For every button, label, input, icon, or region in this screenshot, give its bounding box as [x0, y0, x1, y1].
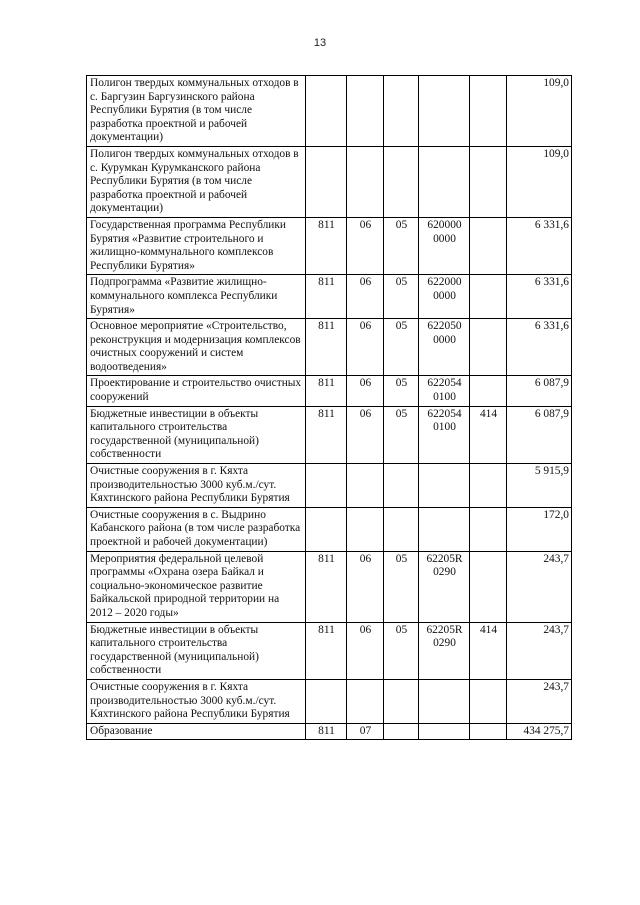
item-name-cell: Образование: [87, 723, 306, 740]
target-article-cell: [419, 464, 470, 508]
table-row: [87, 376, 572, 406]
table-row: [87, 507, 572, 551]
table-row: [87, 406, 572, 463]
department-code-cell: 811: [306, 319, 347, 376]
section-code-cell: 06: [347, 275, 384, 319]
subsection-code-cell: [384, 723, 419, 740]
item-name-cell: Очистные сооружения в г. Кяхта производительностью 3000 куб.м./сут. Кяхтинского района Республики Бурятия: [87, 679, 306, 723]
item-name-cell: Полигон твердых коммунальных отходов в с. Курумкан Курумканского района Республики Бурятия (в том числе разработка проектной и рабочей документации): [87, 146, 306, 217]
department-code-cell: [306, 464, 347, 508]
expense-type-cell: 414: [470, 622, 507, 679]
section-code-cell: [347, 76, 384, 147]
expense-type-cell: [470, 551, 507, 622]
subsection-code-cell: [384, 679, 419, 723]
amount-cell: 5 915,9: [507, 464, 572, 508]
department-code-cell: 811: [306, 622, 347, 679]
amount-cell: 243,7: [507, 679, 572, 723]
section-code-cell: [347, 679, 384, 723]
target-article-cell: 622054 0100: [419, 376, 470, 406]
section-code-cell: 06: [347, 622, 384, 679]
amount-cell: 243,7: [507, 622, 572, 679]
subsection-code-cell: [384, 146, 419, 217]
item-name-cell: Полигон твердых коммунальных отходов в с. Баргузин Баргузинского района Республики Бурятия (в том числе разработка проектной и рабочей документации): [87, 76, 306, 147]
table-row: [87, 319, 572, 376]
target-article-cell: [419, 507, 470, 551]
section-code-cell: 07: [347, 723, 384, 740]
department-code-cell: 811: [306, 376, 347, 406]
item-name-cell: Проектирование и строительство очистных сооружений: [87, 376, 306, 406]
department-code-cell: [306, 507, 347, 551]
expense-type-cell: [470, 76, 507, 147]
subsection-code-cell: [384, 464, 419, 508]
subsection-code-cell: 05: [384, 551, 419, 622]
budget-table-body: [87, 76, 572, 740]
amount-cell: 6 331,6: [507, 217, 572, 274]
subsection-code-cell: 05: [384, 376, 419, 406]
amount-cell: 243,7: [507, 551, 572, 622]
section-code-cell: 06: [347, 217, 384, 274]
department-code-cell: [306, 76, 347, 147]
budget-table: [86, 75, 572, 740]
target-article-cell: [419, 679, 470, 723]
section-code-cell: [347, 146, 384, 217]
target-article-cell: 62205R 0290: [419, 551, 470, 622]
amount-cell: 434 275,7: [507, 723, 572, 740]
department-code-cell: 811: [306, 551, 347, 622]
section-code-cell: 06: [347, 319, 384, 376]
item-name-cell: Очистные сооружения в с. Выдрино Кабанского района (в том числе разработка проектной и рабочей документации): [87, 507, 306, 551]
subsection-code-cell: 05: [384, 406, 419, 463]
item-name-cell: Подпрограмма «Развитие жилищно-коммунального комплекса Республики Бурятия»: [87, 275, 306, 319]
subsection-code-cell: 05: [384, 319, 419, 376]
section-code-cell: 06: [347, 406, 384, 463]
subsection-code-cell: [384, 76, 419, 147]
department-code-cell: 811: [306, 723, 347, 740]
subsection-code-cell: [384, 507, 419, 551]
table-row: [87, 723, 572, 740]
page-number: 13: [313, 37, 327, 49]
target-article-cell: 62205R 0290: [419, 622, 470, 679]
target-article-cell: [419, 76, 470, 147]
target-article-cell: 620000 0000: [419, 217, 470, 274]
table-row: [87, 551, 572, 622]
target-article-cell: [419, 146, 470, 217]
table-row: [87, 622, 572, 679]
table-row: [87, 464, 572, 508]
item-name-cell: Бюджетные инвестиции в объекты капитального строительства государственной (муниципальной) собственности: [87, 406, 306, 463]
amount-cell: 6 331,6: [507, 275, 572, 319]
expense-type-cell: [470, 217, 507, 274]
amount-cell: 172,0: [507, 507, 572, 551]
item-name-cell: Основное мероприятие «Строительство, реконструкция и модернизация комплексов очистных сооружений и систем водоотведения»: [87, 319, 306, 376]
target-article-cell: 622054 0100: [419, 406, 470, 463]
item-name-cell: Мероприятия федеральной целевой программы «Охрана озера Байкал и социально-экономическое развитие Байкальской природной территории на 2012 – 2020 годы»: [87, 551, 306, 622]
expense-type-cell: [470, 723, 507, 740]
item-name-cell: Очистные сооружения в г. Кяхта производительностью 3000 куб.м./сут. Кяхтинского района Республики Бурятия: [87, 464, 306, 508]
subsection-code-cell: 05: [384, 275, 419, 319]
amount-cell: 6 331,6: [507, 319, 572, 376]
expense-type-cell: [470, 679, 507, 723]
amount-cell: 6 087,9: [507, 406, 572, 463]
expense-type-cell: [470, 464, 507, 508]
department-code-cell: 811: [306, 406, 347, 463]
table-row: [87, 76, 572, 147]
expense-type-cell: [470, 146, 507, 217]
subsection-code-cell: 05: [384, 622, 419, 679]
department-code-cell: [306, 679, 347, 723]
section-code-cell: [347, 507, 384, 551]
department-code-cell: [306, 146, 347, 217]
section-code-cell: 06: [347, 551, 384, 622]
amount-cell: 109,0: [507, 76, 572, 147]
expense-type-cell: [470, 376, 507, 406]
section-code-cell: [347, 464, 384, 508]
item-name-cell: Государственная программа Республики Бурятия «Развитие строительного и жилищно-коммунального комплексов Республики Бурятия»: [87, 217, 306, 274]
amount-cell: 109,0: [507, 146, 572, 217]
amount-cell: 6 087,9: [507, 376, 572, 406]
expense-type-cell: [470, 319, 507, 376]
expense-type-cell: [470, 507, 507, 551]
item-name-cell: Бюджетные инвестиции в объекты капитального строительства государственной (муниципальной) собственности: [87, 622, 306, 679]
section-code-cell: 06: [347, 376, 384, 406]
department-code-cell: 811: [306, 275, 347, 319]
department-code-cell: 811: [306, 217, 347, 274]
target-article-cell: [419, 723, 470, 740]
expense-type-cell: [470, 275, 507, 319]
expense-type-cell: 414: [470, 406, 507, 463]
target-article-cell: 622000 0000: [419, 275, 470, 319]
table-row: [87, 679, 572, 723]
table-row: [87, 217, 572, 274]
table-row: [87, 275, 572, 319]
subsection-code-cell: 05: [384, 217, 419, 274]
table-row: [87, 146, 572, 217]
target-article-cell: 622050 0000: [419, 319, 470, 376]
